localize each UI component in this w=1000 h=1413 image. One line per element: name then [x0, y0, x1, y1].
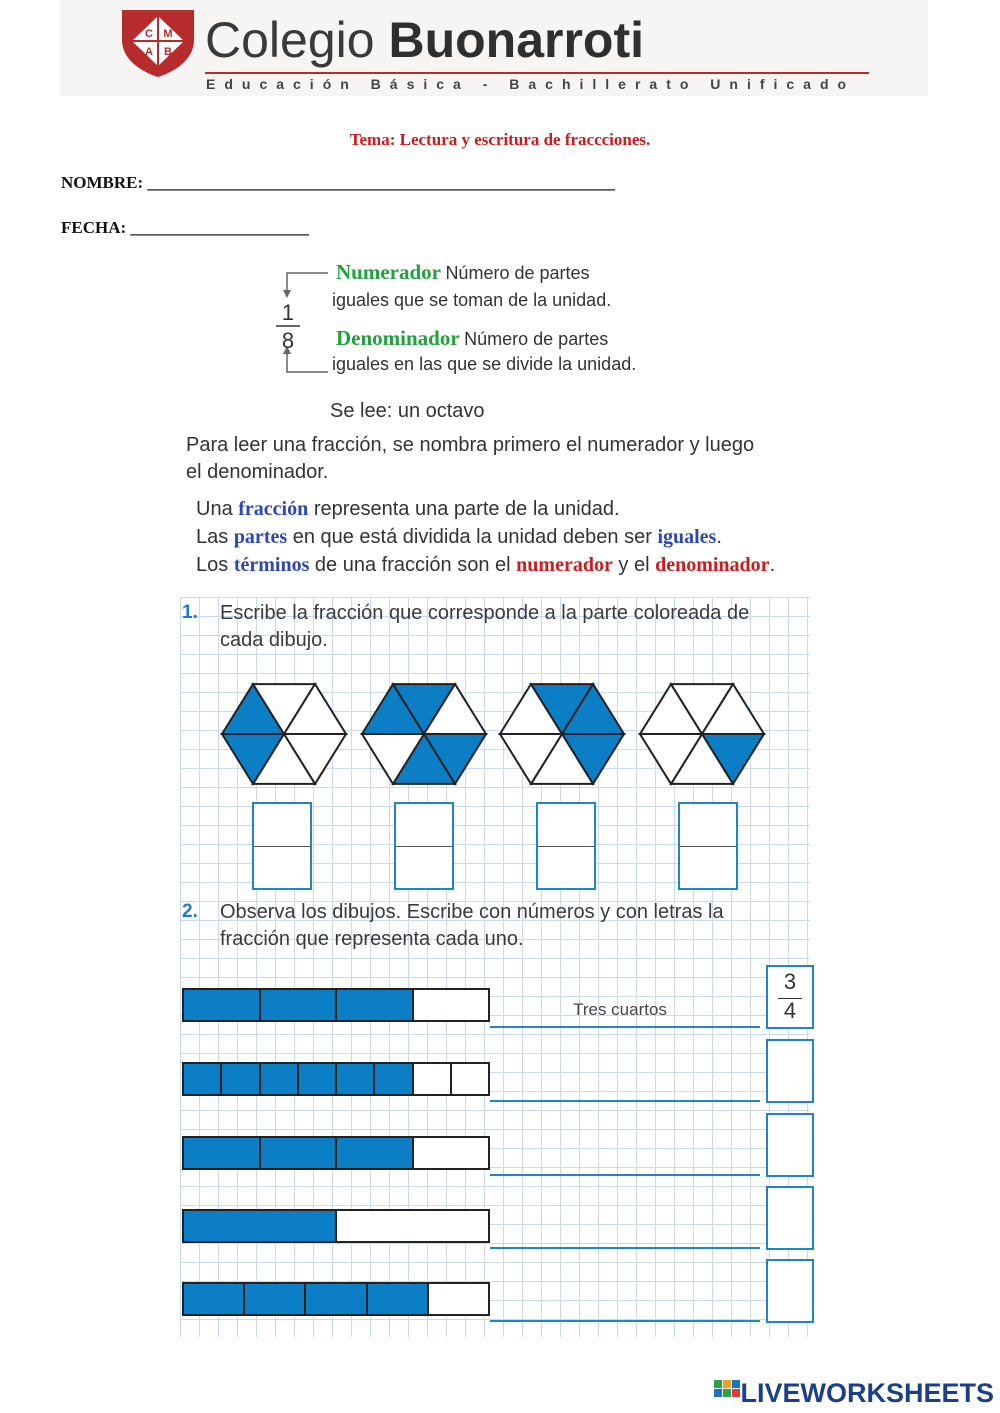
- school-crest-icon: [118, 6, 198, 78]
- bar-segment-shaded: [337, 1064, 375, 1094]
- answer-denominator: 4: [783, 998, 797, 1023]
- example-denominator: 8: [281, 328, 295, 353]
- number-answer-box[interactable]: [766, 965, 814, 1029]
- number-answer-box[interactable]: [766, 1113, 814, 1177]
- words-answer-line[interactable]: [490, 1026, 760, 1028]
- fraction-bar: [680, 846, 736, 847]
- bar-segment: [414, 1064, 452, 1094]
- hexagon-figure: [497, 672, 627, 796]
- exercise-2-text-1: Observa los dibujos. Escribe con números y con letras la: [220, 901, 724, 923]
- school-subtitle: Educación Básica - Bachillerato Unificado: [206, 76, 856, 92]
- text: y el: [618, 554, 650, 576]
- exercise-1-text-2: cada dibujo.: [220, 629, 328, 651]
- bar-segment-shaded: [299, 1064, 337, 1094]
- bar-segment-shaded: [261, 1138, 338, 1168]
- fraction-bar-figure: [182, 1136, 490, 1170]
- exercise-1-number: 1.: [182, 602, 198, 623]
- words-answer-line[interactable]: [490, 1320, 760, 1322]
- name-field: [61, 173, 615, 193]
- keyword-partes: partes: [233, 526, 288, 548]
- text: Una: [196, 498, 233, 520]
- exercise-2-instructions: [220, 899, 820, 953]
- reading-rule-line-1: Para leer una fracción, se nombra primero el numerador y luego: [186, 434, 755, 456]
- bar-segment-shaded: [184, 990, 261, 1020]
- liveworksheets-logo-icon: [714, 1380, 740, 1404]
- date-line[interactable]: _____________________: [130, 218, 309, 237]
- hexagon-figure: [359, 672, 489, 796]
- bar-segment-shaded: [261, 1064, 299, 1094]
- keyword-numerador: numerador: [516, 554, 613, 576]
- concept-line-2: [196, 526, 722, 549]
- fraction-bar-figure: [182, 1282, 490, 1316]
- text: Los: [196, 554, 229, 576]
- bar-segment-shaded: [337, 990, 414, 1020]
- bar-segment-shaded: [184, 1064, 222, 1094]
- brand-text: LIVEWORKSHEETS: [740, 1378, 994, 1408]
- text: de una fracción son el: [314, 554, 511, 576]
- exercise-1-instructions: [220, 600, 820, 654]
- name-label: NOMBRE:: [61, 173, 144, 192]
- denominator-term: Denominador: [336, 326, 460, 350]
- words-answer-example: Tres cuartos: [573, 1000, 667, 1019]
- bar-segment-shaded: [184, 1211, 337, 1241]
- bar-segment-shaded: [368, 1284, 429, 1314]
- crest-letter: M: [163, 28, 173, 40]
- school-divider: [205, 72, 869, 74]
- bar-segment: [414, 1138, 489, 1168]
- lesson-topic: Tema: Lectura y escritura de fraccciones.: [349, 130, 651, 149]
- bar-segment: [452, 1064, 488, 1094]
- liveworksheets-brand: [714, 1378, 994, 1409]
- bar-segment-shaded: [337, 1138, 414, 1168]
- concept-line-1: [196, 498, 620, 521]
- keyword-denominador: denominador: [655, 554, 770, 576]
- numerator-desc-1: Número de partes: [445, 263, 590, 283]
- numerator-term: Numerador: [336, 260, 441, 284]
- name-line[interactable]: _______________________________________________________: [147, 173, 615, 192]
- reading-rule-line-2: el denominador.: [186, 461, 329, 483]
- text: representa una parte de la unidad.: [313, 498, 620, 520]
- fraction-bar-figure: [182, 988, 490, 1022]
- number-answer-box[interactable]: [766, 1259, 814, 1323]
- bar-segment-shaded: [184, 1138, 261, 1168]
- example-numerator: 1: [281, 300, 295, 325]
- bar-segment-shaded: [222, 1064, 260, 1094]
- text: en que está dividida la unidad deben ser: [292, 526, 652, 548]
- fraction-bar-figure: [182, 1062, 490, 1096]
- date-label: FECHA:: [61, 218, 127, 237]
- text: Las: [196, 526, 229, 548]
- fraction-answer-box[interactable]: [536, 802, 596, 890]
- bar-segment-shaded: [245, 1284, 306, 1314]
- school-name-light: Colegio: [205, 12, 375, 68]
- fraction-bar: [254, 846, 310, 847]
- keyword-terminos: términos: [233, 554, 310, 576]
- crest-letter: A: [145, 46, 153, 58]
- bar-segment: [337, 1211, 488, 1241]
- fraction-answer-box[interactable]: [252, 802, 312, 890]
- exercise-1-text-1: Escribe la fracción que corresponde a la parte coloreada de: [220, 602, 750, 624]
- words-answer-line[interactable]: [490, 1247, 760, 1249]
- reading-example: Se lee: un octavo: [330, 400, 485, 422]
- fraction-bar: [538, 846, 594, 847]
- crest-letter: B: [164, 46, 172, 58]
- keyword-iguales: iguales: [657, 526, 717, 548]
- exercise-2-text-2: fracción que representa cada uno.: [220, 928, 524, 950]
- fraction-bar: [396, 846, 452, 847]
- denominator-definition: [336, 326, 608, 351]
- text: .: [716, 526, 722, 548]
- bar-segment-shaded: [375, 1064, 413, 1094]
- numerator-desc-2: iguales que se toman de la unidad.: [332, 290, 612, 310]
- denominator-desc-2: iguales en las que se divide la unidad.: [332, 354, 637, 374]
- fraction-bar-figure: [182, 1209, 490, 1243]
- words-answer-line[interactable]: [490, 1100, 760, 1102]
- bar-segment-shaded: [184, 1284, 245, 1314]
- text: .: [769, 554, 776, 576]
- fraction-arrows-diagram: [270, 262, 334, 374]
- fraction-answer-box[interactable]: [394, 802, 454, 890]
- bar-segment-shaded: [261, 990, 338, 1020]
- number-answer-box[interactable]: [766, 1186, 814, 1250]
- keyword-fraccion: fracción: [238, 498, 309, 520]
- exercise-2-number: 2.: [182, 901, 198, 922]
- bar-segment-shaded: [306, 1284, 367, 1314]
- number-answer-box[interactable]: [766, 1039, 814, 1103]
- school-name: [205, 10, 644, 70]
- denominator-desc-1: Número de partes: [464, 329, 609, 349]
- hexagon-figure: [219, 672, 349, 796]
- hexagon-figure: [637, 672, 767, 796]
- bar-segment: [429, 1284, 488, 1314]
- words-answer-line[interactable]: [490, 1174, 760, 1176]
- date-field: [61, 218, 309, 238]
- school-name-bold: Buonarroti: [388, 12, 645, 68]
- crest-letter: C: [145, 28, 153, 40]
- bar-segment: [414, 990, 489, 1020]
- concept-line-3: [196, 554, 775, 577]
- numerator-definition: [336, 260, 590, 285]
- fraction-answer-box[interactable]: [678, 802, 738, 890]
- answer-numerator: 3: [783, 969, 797, 994]
